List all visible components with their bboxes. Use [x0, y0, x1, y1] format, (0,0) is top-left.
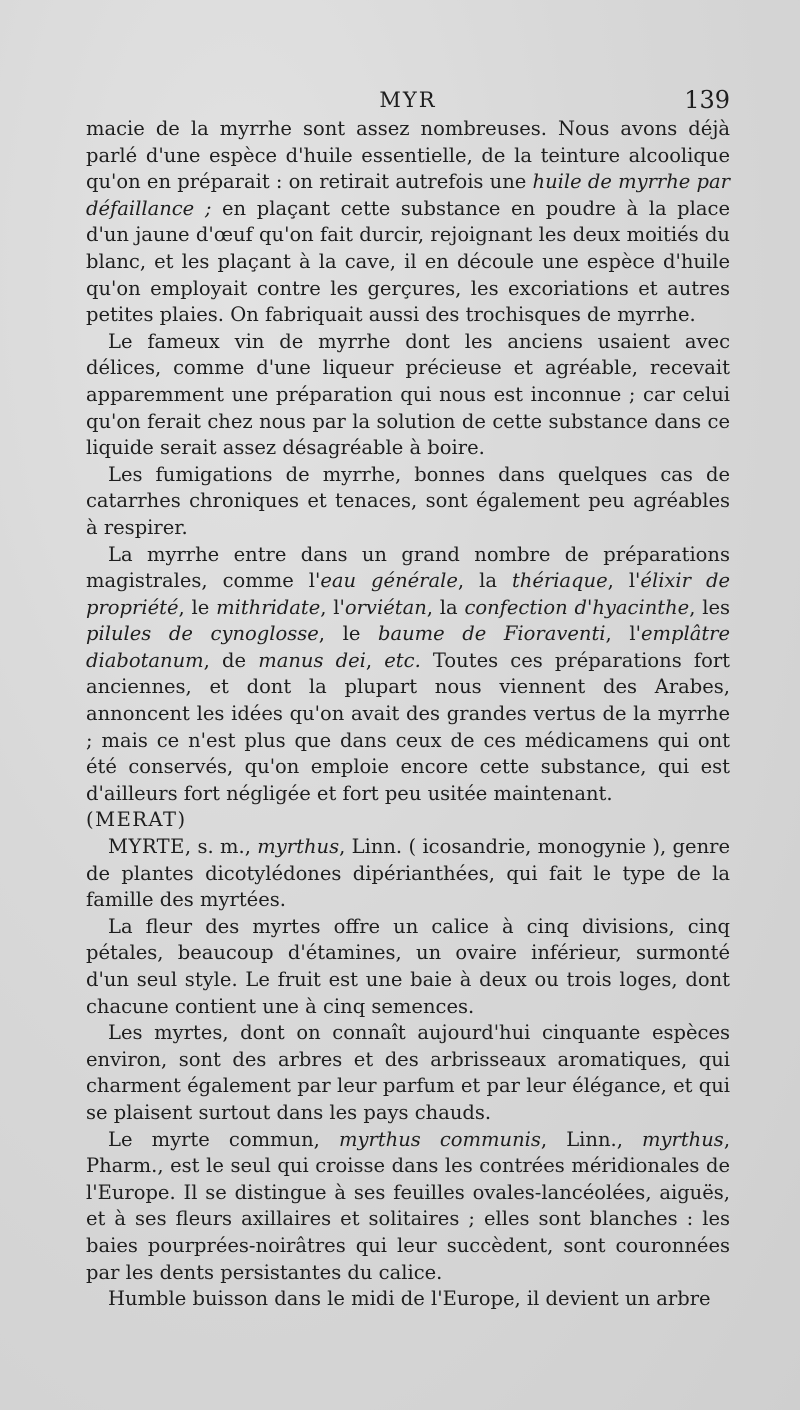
paragraph — [86, 542, 730, 808]
dictionary-entry — [86, 834, 730, 914]
text-run: , l' — [320, 595, 345, 619]
italic-run: orviétan — [344, 595, 427, 619]
text-run: Le myrte commun, — [108, 1127, 339, 1151]
italic-run: huile de myrrhe par défaillance ; — [86, 170, 730, 220]
text-run: La fleur des myrtes offre un calice à cinq divisions, cinq pétales, beaucoup d'étamines, un ovaire inférieur, surmonté d'un seul style. Le fruit est une baie à deux ou trois loges, dont chacune contient une à cinq semences. — [86, 914, 730, 1018]
italic-run: myrthus — [257, 835, 340, 859]
text-run: , la — [426, 595, 465, 619]
italic-run: thériaque — [511, 569, 608, 593]
text-run: , l' — [607, 569, 641, 593]
text-run: , Linn., — [540, 1127, 643, 1151]
text-run: La myrrhe entre dans un grand nombre de préparations magistrales, comme l' — [86, 542, 730, 593]
italic-run: emplâtre diabotanum — [86, 622, 731, 672]
paragraph — [86, 462, 730, 542]
italic-run: confection d'hyacinthe — [464, 595, 690, 619]
paragraph — [86, 1286, 730, 1313]
text-run: macie de la myrrhe sont assez nombreuses. Nous avons déjà parlé d'une espèce d'huile essentielle, de la teinture alcoolique qu'on en préparait : on retirait autrefois une — [86, 117, 730, 194]
paragraph — [86, 1020, 730, 1126]
italic-run: pilules de cynoglosse — [86, 622, 319, 646]
running-head: MYR — [379, 88, 437, 112]
italic-run: eau générale — [320, 569, 458, 593]
text-run: , le — [318, 622, 378, 646]
paragraph — [86, 116, 730, 329]
page-number: 139 — [684, 86, 730, 114]
italic-run: myrthus communis — [338, 1127, 541, 1151]
text-run: Le fameux vin de myrrhe dont les anciens usaient avec délices, comme d'une liqueur précieuse et agréable, recevait apparemment une préparation qui nous est inconnue ; car celui qu'on ferait chez nous par la solution de cette substance dans ce liquide serait assez désagréable à boire. — [86, 329, 730, 460]
text-run: Humble buisson dans le midi de l'Europe, il devient un arbre — [108, 1287, 711, 1311]
paragraph — [86, 914, 730, 1020]
italic-run: mithridate — [216, 595, 321, 619]
text-run: , le — [178, 595, 217, 619]
text-run: , Linn. ( icosandrie, monogynie ), genre de plantes dicotylédones dipérianthées, qui fait le type de la famille des myrtées. — [86, 835, 730, 912]
paragraph — [86, 1127, 730, 1287]
author-signature: (MERAT) — [86, 808, 187, 832]
text-run: Les fumigations de myrrhe, bonnes dans quelques cas de catarrhes chroniques et tenaces, sont également peu agréables à respirer. — [86, 462, 730, 539]
italic-run: manus dei — [258, 648, 366, 672]
italic-run: myrthus — [642, 1127, 724, 1151]
italic-run: baume de Fioraventi — [377, 622, 606, 646]
text-run: , l' — [605, 622, 641, 646]
text-run: , de — [203, 648, 259, 672]
text-run: , les — [689, 595, 731, 619]
text-run: Les myrtes, dont on connaît aujourd'hui cinquante espèces environ, sont des arbres et des arbrisseaux aromatiques, qui charment également par leur parfum et par leur élégance, et qui se plaisent surtout dans les pays chauds. — [86, 1021, 730, 1124]
entry-headword: MYRTE — [108, 835, 185, 859]
paragraph — [86, 329, 730, 462]
body-text — [86, 116, 730, 1313]
text-run: , — [365, 648, 385, 672]
italic-run: élixir de propriété — [86, 569, 730, 619]
text-run: , Pharm., est le seul qui croisse dans les contrées méridionales de l'Europe. Il se distingue à ses feuilles ovales-lancéolées, aiguës, et à ses fleurs axillaires et solitaires ; elles sont blanches : les baies pourprées-noirâtres qui leur succèdent, sont couronnées par les dents persistantes du calice. — [86, 1127, 731, 1284]
text-run: , la — [457, 569, 512, 593]
italic-run: etc. — [384, 648, 421, 672]
text-run: , s. m., — [184, 835, 258, 859]
page-header — [86, 84, 730, 120]
text-run: Toutes ces préparations fort anciennes, et dont la plupart nous viennent des Arabes, annoncent les idées qu'on avait des grandes vertus de la myrrhe ; mais ce n'est plus que dans ceux de ces médicamens qui ont été conservés, qu'on emploie encore cette substance, qui est d'ailleurs fort négligée et fort peu usitée maintenant. — [86, 648, 730, 805]
text-run: en plaçant cette substance en poudre à la place d'un jaune d'œuf qu'on fait durcir, rejoignant les deux moitiés du blanc, et les plaçant à la cave, il en découle une espèce d'huile qu'on employait contre les gerçures, les excoriations et autres petites plaies. On fabriquait aussi des trochisques de myrrhe. — [86, 196, 730, 327]
